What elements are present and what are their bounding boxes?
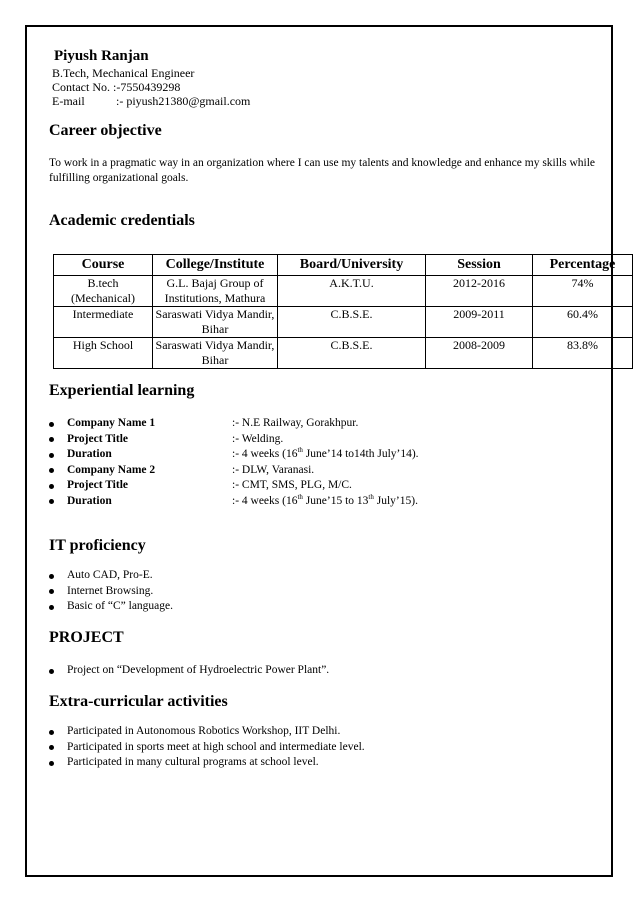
project-title: PROJECT [49,629,124,646]
qualification: B.Tech, Mechanical Engineer [52,66,195,80]
bullet-icon [49,605,54,610]
column-header: Course [54,255,153,276]
table-row [54,276,633,307]
item-value: :- N.E Railway, Gorakhpur. [232,417,359,429]
board-cell: C.B.S.E. [278,338,426,369]
list-item [49,755,365,771]
list-item [49,599,173,615]
list-item [49,416,419,432]
college-cell: Saraswati Vidya Mandir, Bihar [153,307,278,338]
item-key: Duration [67,494,112,507]
session-cell: 2008-2009 [426,338,533,369]
board-cell: A.K.T.U. [278,276,426,307]
item-text: Auto CAD, Pro-E. [67,569,153,581]
item-text: Participated in sports meet at high school and intermediate level. [67,740,365,753]
bullet-icon [49,468,54,473]
career-objective-title: Career objective [49,122,162,139]
item-text: Participated in Autonomous Robotics Workshop, IIT Delhi. [67,725,341,737]
list-item [49,463,419,479]
candidate-name: Piyush Ranjan [54,48,149,64]
column-header: Board/University [278,255,426,276]
list-item [49,432,419,448]
list-item [49,478,419,494]
bullet-icon [49,484,54,489]
item-text: Internet Browsing. [67,584,154,597]
table-row [54,338,633,369]
bullet-icon [49,499,54,504]
extracurricular-title: Extra-curricular activities [49,693,228,710]
item-value: :- Welding. [232,432,284,445]
percentage-cell: 83.8% [533,338,633,369]
course-cell: B.tech (Mechanical) [54,276,153,307]
item-key: Project Title [67,432,128,445]
list-item [49,663,329,679]
course-cell: High School [54,338,153,369]
bullet-icon [49,422,54,427]
bullet-icon [49,574,54,579]
academic-credentials-title: Academic credentials [49,212,195,229]
contact-label: Contact No. :- [52,80,121,94]
item-key: Company Name 2 [67,463,156,476]
contact-number [52,80,180,95]
course-cell: Intermediate [54,307,153,338]
item-text: Project on “Development of Hydroelectric Power Plant”. [67,664,330,676]
bullet-icon [49,730,54,735]
list-item [49,447,419,463]
list-item [49,584,173,600]
item-value: :- 4 weeks (16th June’14 to14th July’14). [232,446,419,460]
item-key: Company Name 1 [67,417,156,429]
career-objective-text: To work in a pragmatic way in an organization where I can use my talents and knowledge and enhance my skills while fulfilling organizational goals. [49,157,596,184]
item-key: Duration [67,448,112,460]
college-cell: Saraswati Vidya Mandir, Bihar [153,338,278,369]
session-cell: 2012-2016 [426,276,533,307]
item-text: Participated in many cultural programs at school level. [67,756,319,768]
percentage-cell: 60.4% [533,307,633,338]
item-key: Project Title [67,479,128,491]
experiential-learning-title: Experiential learning [49,382,195,399]
bullet-icon [49,761,54,766]
experiential-list [49,416,419,509]
project-list [49,663,329,679]
percentage-cell: 74% [533,276,633,307]
bullet-icon [49,453,54,458]
bullet-icon [49,745,54,750]
bullet-icon [49,669,54,674]
list-item [49,494,419,510]
list-item [49,740,365,756]
board-cell: C.B.S.E. [278,307,426,338]
item-value: :- DLW, Varanasi. [232,463,315,476]
email-value[interactable]: :- piyush21380@gmail.com [116,94,251,108]
email-label: E-mail [52,94,85,108]
item-text: Basic of “C” language. [67,600,174,612]
list-item [49,568,173,584]
college-cell: G.L. Bajaj Group of Institutions, Mathura [153,276,278,307]
column-header: College/Institute [153,255,278,276]
academic-table [53,254,633,369]
table-header-row [54,255,633,276]
bullet-icon [49,437,54,442]
list-item [49,724,365,740]
extracurricular-list [49,724,365,771]
bullet-icon [49,589,54,594]
contact-value: 7550439298 [120,80,181,94]
column-header: Percentage [533,255,633,276]
session-cell: 2009-2011 [426,307,533,338]
item-value: :- 4 weeks (16th June’15 to 13th July’15). [232,492,418,507]
it-proficiency-title: IT proficiency [49,537,146,554]
item-value: :- CMT, SMS, PLG, M/C. [232,479,352,491]
column-header: Session [426,255,533,276]
email [52,94,250,109]
table-row [54,307,633,338]
it-proficiency-list [49,568,173,615]
